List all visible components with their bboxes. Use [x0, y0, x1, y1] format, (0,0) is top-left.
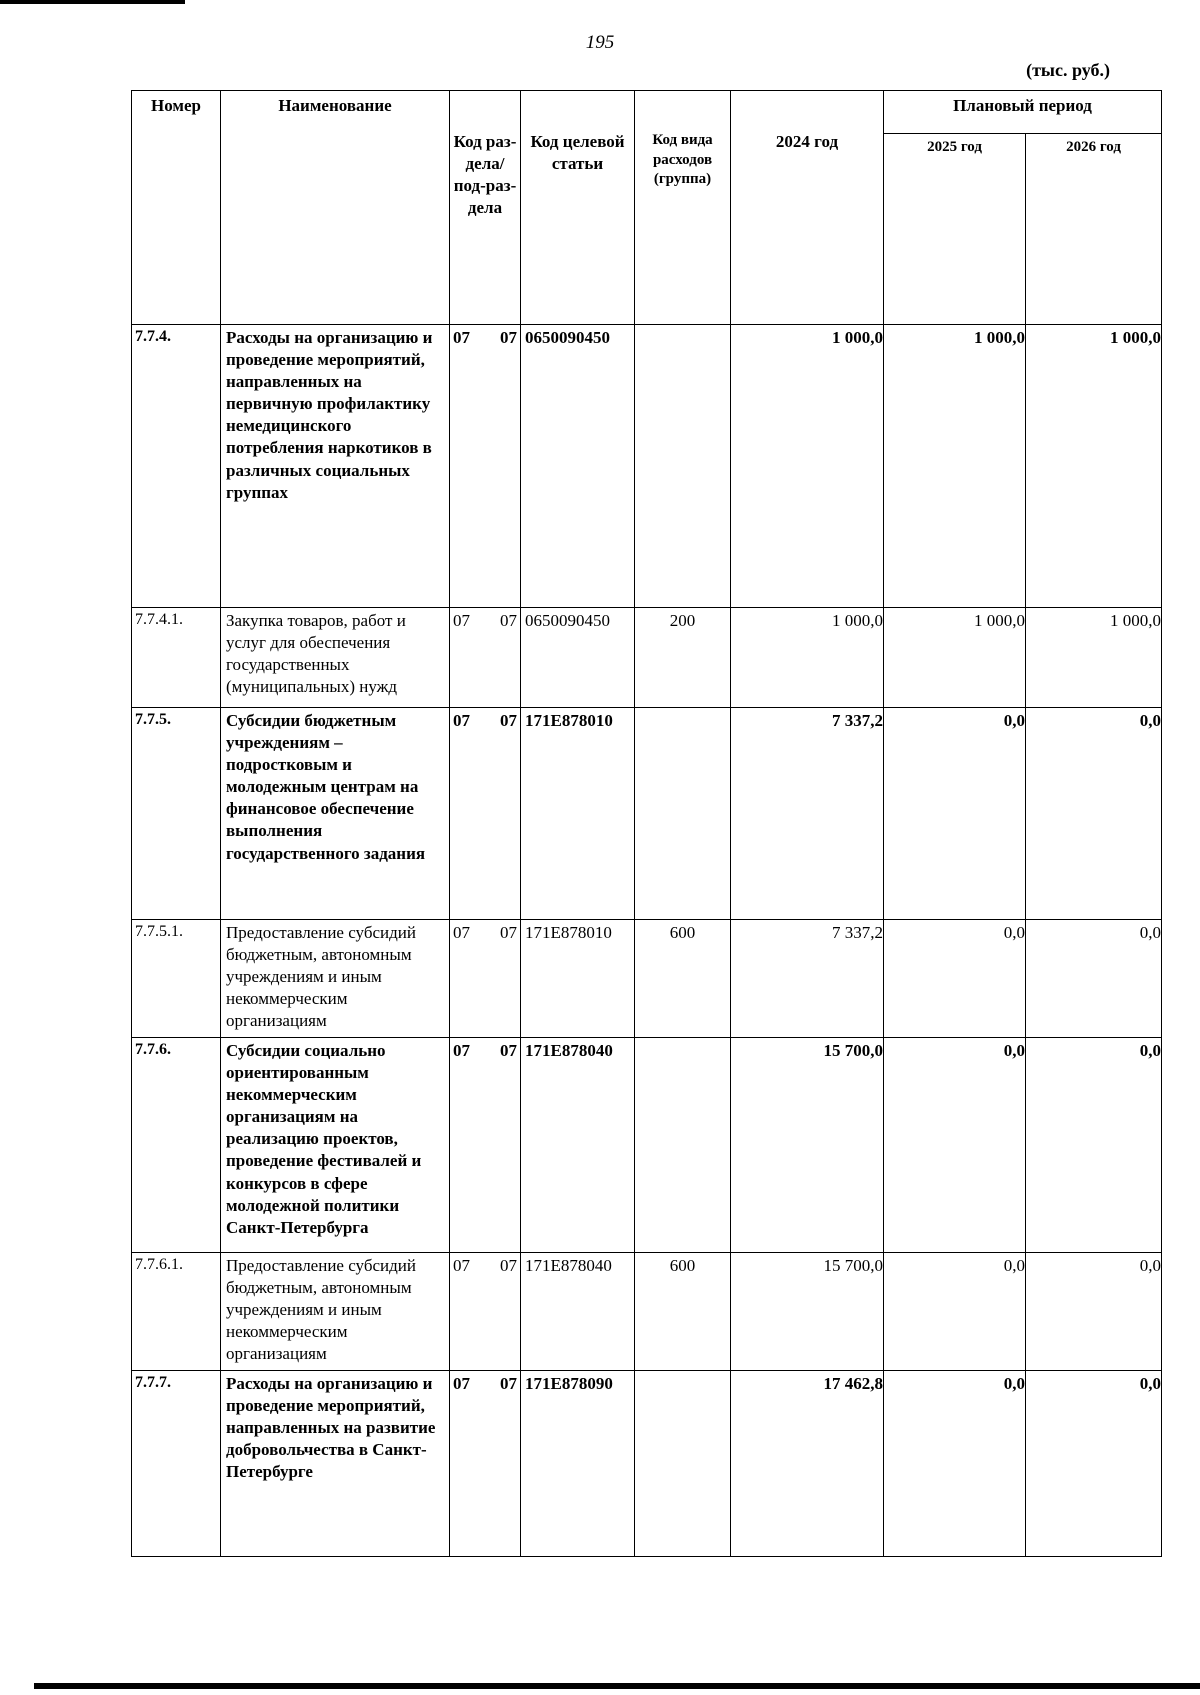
header-section-code: Код раз-дела/ под-раз-дела [450, 91, 521, 325]
row-target-code: 171E878040 [521, 1038, 635, 1253]
table-row [132, 1253, 1162, 1371]
section-code: 07 [453, 711, 470, 730]
row-target-code: 171E878090 [521, 1371, 635, 1557]
header-year-2025: 2025 год [884, 134, 1026, 325]
row-name: Предоставление субсидий бюджетным, автономным учреждениям и иным некоммерческим организациям [221, 920, 450, 1038]
page-number: 195 [585, 32, 615, 53]
section-code: 07 [453, 611, 470, 630]
top-rule [0, 0, 185, 4]
header-year-2026: 2026 год [1026, 134, 1162, 325]
row-section-code [450, 608, 521, 708]
row-expense-kind [635, 1371, 731, 1557]
row-expense-kind [635, 1038, 731, 1253]
subsection-code: 07 [500, 923, 517, 942]
row-target-code: 171E878010 [521, 920, 635, 1038]
row-target-code: 0650090450 [521, 608, 635, 708]
header-expense-kind: Код вида расходов (группа) [635, 91, 731, 325]
budget-table [131, 90, 1162, 1557]
header-target-code: Код целевой статьи [521, 91, 635, 325]
row-number: 7.7.6. [132, 1038, 221, 1253]
row-section-code [450, 708, 521, 920]
row-expense-kind: 600 [635, 1253, 731, 1371]
row-section-code [450, 1038, 521, 1253]
row-amount-2026: 0,0 [1026, 1253, 1162, 1371]
row-number: 7.7.4. [132, 325, 221, 608]
row-amount-2024: 7 337,2 [731, 920, 884, 1038]
row-section-code [450, 325, 521, 608]
table-row [132, 920, 1162, 1038]
row-amount-2026: 0,0 [1026, 1371, 1162, 1557]
row-target-code: 171E878040 [521, 1253, 635, 1371]
row-section-code [450, 1253, 521, 1371]
row-amount-2026: 0,0 [1026, 1038, 1162, 1253]
row-amount-2024: 7 337,2 [731, 708, 884, 920]
row-amount-2025: 0,0 [884, 708, 1026, 920]
section-code: 07 [453, 1256, 470, 1275]
row-number: 7.7.6.1. [132, 1253, 221, 1371]
header-num: Номер [132, 91, 221, 325]
row-amount-2024: 15 700,0 [731, 1253, 884, 1371]
header-name: Наименование [221, 91, 450, 325]
header-year-2024: 2024 год [731, 91, 884, 325]
units-label: (тыс. руб.) [1026, 60, 1110, 80]
row-expense-kind [635, 708, 731, 920]
row-number: 7.7.5. [132, 708, 221, 920]
row-number: 7.7.7. [132, 1371, 221, 1557]
row-section-code [450, 920, 521, 1038]
row-name: Субсидии бюджетным учреждениям – подростковым и молодежным центрам на финансовое обеспечение выполнения государственного задания [221, 708, 450, 920]
table-row [132, 608, 1162, 708]
row-amount-2026: 0,0 [1026, 708, 1162, 920]
table-row [132, 325, 1162, 608]
row-amount-2026: 1 000,0 [1026, 608, 1162, 708]
row-name: Предоставление субсидий бюджетным, автономным учреждениям и иным некоммерческим организациям [221, 1253, 450, 1371]
row-amount-2025: 0,0 [884, 920, 1026, 1038]
row-amount-2024: 17 462,8 [731, 1371, 884, 1557]
section-code: 07 [453, 1374, 470, 1393]
table-row [132, 708, 1162, 920]
row-expense-kind [635, 325, 731, 608]
row-amount-2024: 1 000,0 [731, 608, 884, 708]
row-name: Расходы на организацию и проведение мероприятий, направленных на первичную профилактику немедицинского потребления наркотиков в различных социальных группах [221, 325, 450, 608]
row-amount-2025: 0,0 [884, 1038, 1026, 1253]
section-code: 07 [453, 1041, 470, 1060]
row-amount-2025: 1 000,0 [884, 325, 1026, 608]
row-name: Расходы на организацию и проведение мероприятий, направленных на развитие добровольчества в Санкт-Петербурге [221, 1371, 450, 1557]
table-row [132, 1371, 1162, 1557]
table-row [132, 1038, 1162, 1253]
row-expense-kind: 200 [635, 608, 731, 708]
row-name: Субсидии социально ориентированным некоммерческим организациям на реализацию проектов, проведение фестивалей и конкурсов в сфере молодежной политики Санкт-Петербурга [221, 1038, 450, 1253]
table-header [132, 91, 1162, 325]
row-target-code: 0650090450 [521, 325, 635, 608]
row-number: 7.7.4.1. [132, 608, 221, 708]
row-number: 7.7.5.1. [132, 920, 221, 1038]
row-amount-2026: 0,0 [1026, 920, 1162, 1038]
row-amount-2025: 0,0 [884, 1253, 1026, 1371]
row-amount-2025: 0,0 [884, 1371, 1026, 1557]
row-expense-kind: 600 [635, 920, 731, 1038]
row-name: Закупка товаров, работ и услуг для обеспечения государственных (муниципальных) нужд [221, 608, 450, 708]
subsection-code: 07 [500, 1374, 517, 1393]
table-body [132, 325, 1162, 1557]
row-amount-2024: 1 000,0 [731, 325, 884, 608]
subsection-code: 07 [500, 611, 517, 630]
section-code: 07 [453, 328, 470, 347]
row-amount-2024: 15 700,0 [731, 1038, 884, 1253]
subsection-code: 07 [500, 328, 517, 347]
subsection-code: 07 [500, 1041, 517, 1060]
row-section-code [450, 1371, 521, 1557]
header-plan-period: Плановый период [884, 91, 1162, 134]
row-amount-2025: 1 000,0 [884, 608, 1026, 708]
subsection-code: 07 [500, 1256, 517, 1275]
row-target-code: 171E878010 [521, 708, 635, 920]
section-code: 07 [453, 923, 470, 942]
bottom-rule [34, 1683, 1200, 1689]
subsection-code: 07 [500, 711, 517, 730]
row-amount-2026: 1 000,0 [1026, 325, 1162, 608]
